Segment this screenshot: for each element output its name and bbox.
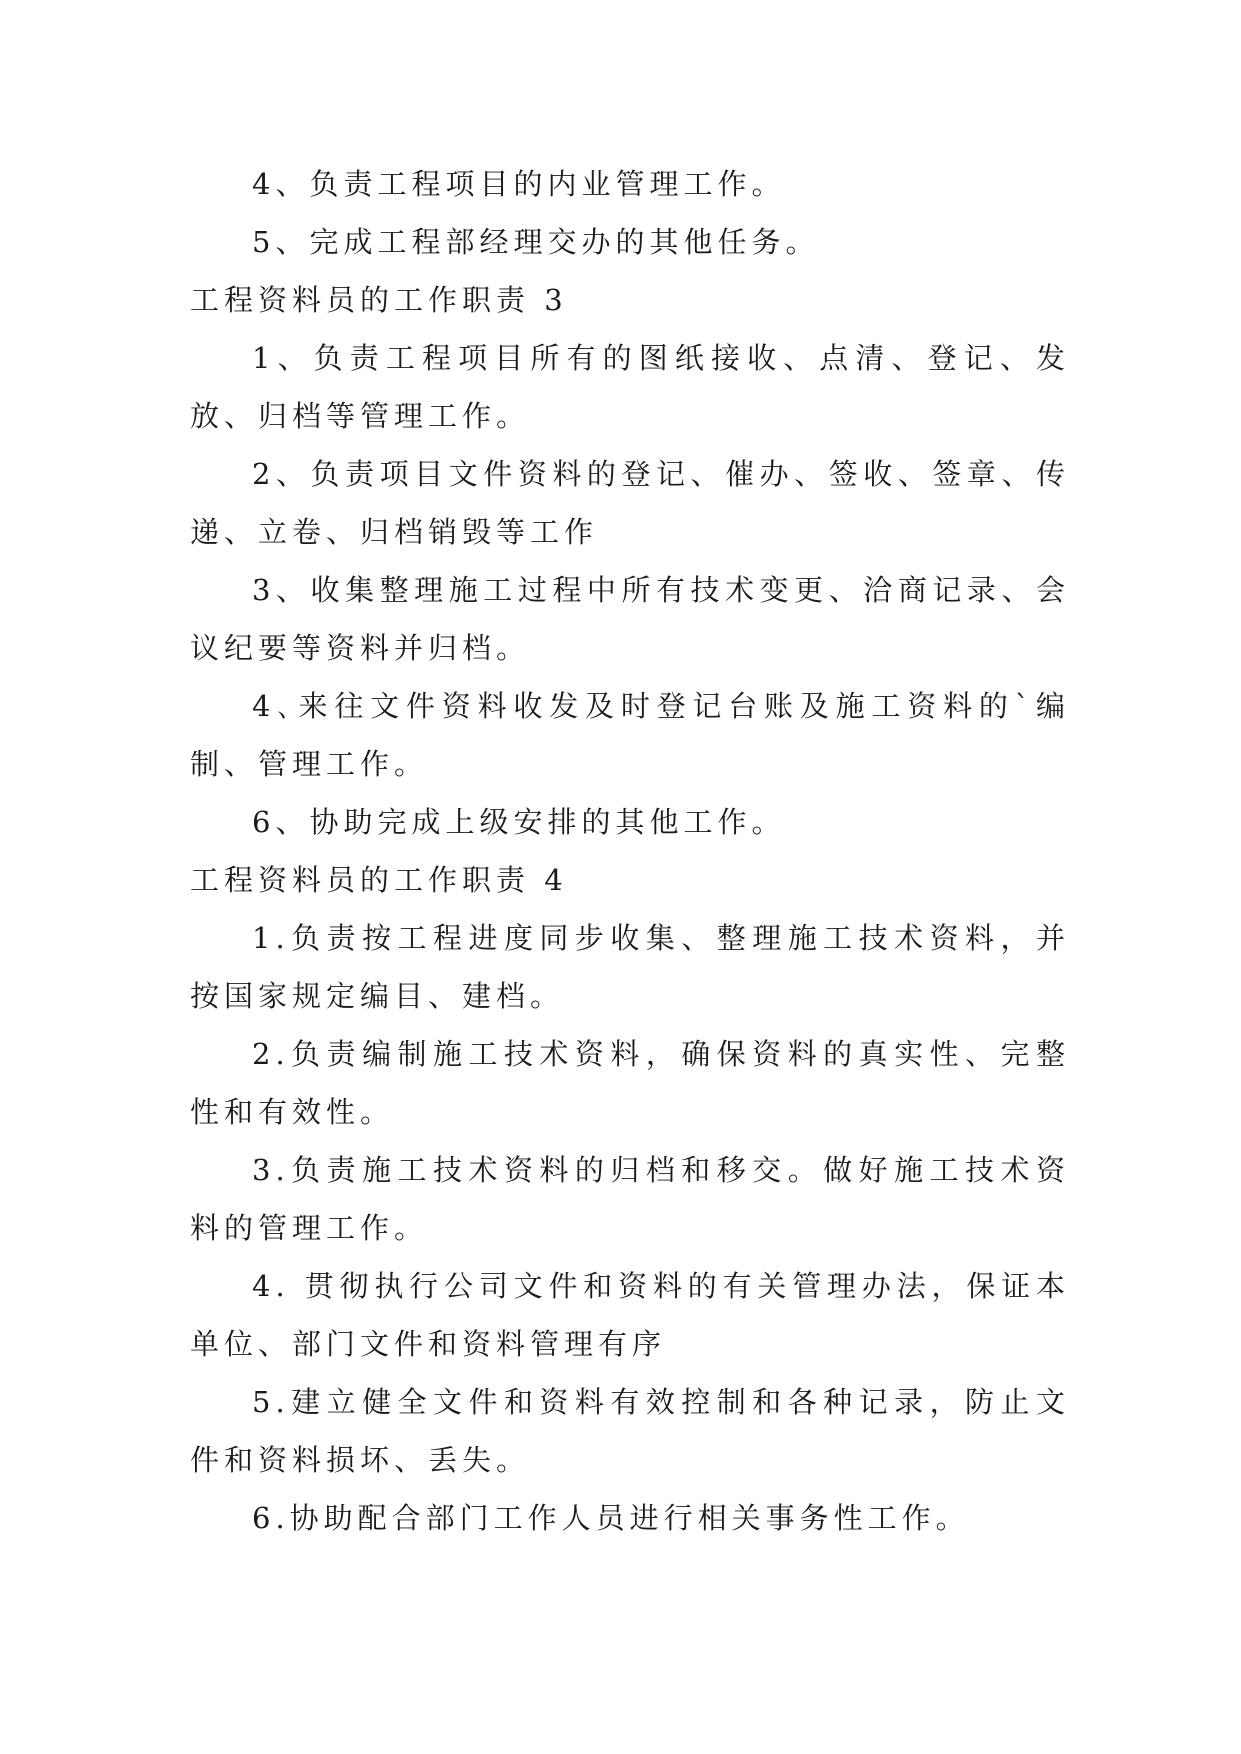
paragraph: 4､来往文件资料收发及时登记台账及施工资料的`编制、管理工作。 bbox=[190, 689, 1070, 781]
paragraph: 4. 贯彻执行公司文件和资料的有关管理办法，保证本单位、部门文件和资料管理有序 bbox=[190, 1269, 1070, 1361]
paragraph: 6、协助完成上级安排的其他工作。 bbox=[252, 805, 786, 839]
paragraph: 6.协助配合部门工作人员进行相关事务性工作。 bbox=[252, 1501, 970, 1535]
paragraph: 1、负责工程项目所有的图纸接收、点清、登记、发放、归档等管理工作。 bbox=[190, 341, 1070, 433]
paragraph: 4、负责工程项目的内业管理工作。 bbox=[252, 167, 786, 201]
section-heading: 工程资料员的工作职责 3 bbox=[190, 283, 568, 317]
paragraph: 5、完成工程部经理交办的其他任务。 bbox=[252, 225, 820, 259]
paragraph: 2.负责编制施工技术资料，确保资料的真实性、完整性和有效性。 bbox=[190, 1037, 1070, 1129]
paragraph: 2、负责项目文件资料的登记、催办、签收、签章、传递、立卷、归档销毁等工作 bbox=[190, 457, 1070, 549]
paragraph: 1.负责按工程进度同步收集、整理施工技术资料，并按国家规定编目、建档。 bbox=[190, 921, 1070, 1013]
paragraph: 3.负责施工技术资料的归档和移交。做好施工技术资料的管理工作。 bbox=[190, 1153, 1070, 1245]
section-heading: 工程资料员的工作职责 4 bbox=[190, 863, 568, 897]
paragraph: 3、收集整理施工过程中所有技术变更、洽商记录、会议纪要等资料并归档。 bbox=[190, 573, 1070, 665]
document-body bbox=[190, 155, 1070, 1547]
paragraph: 5.建立健全文件和资料有效控制和各种记录，防止文件和资料损坏、丢失。 bbox=[190, 1385, 1070, 1477]
